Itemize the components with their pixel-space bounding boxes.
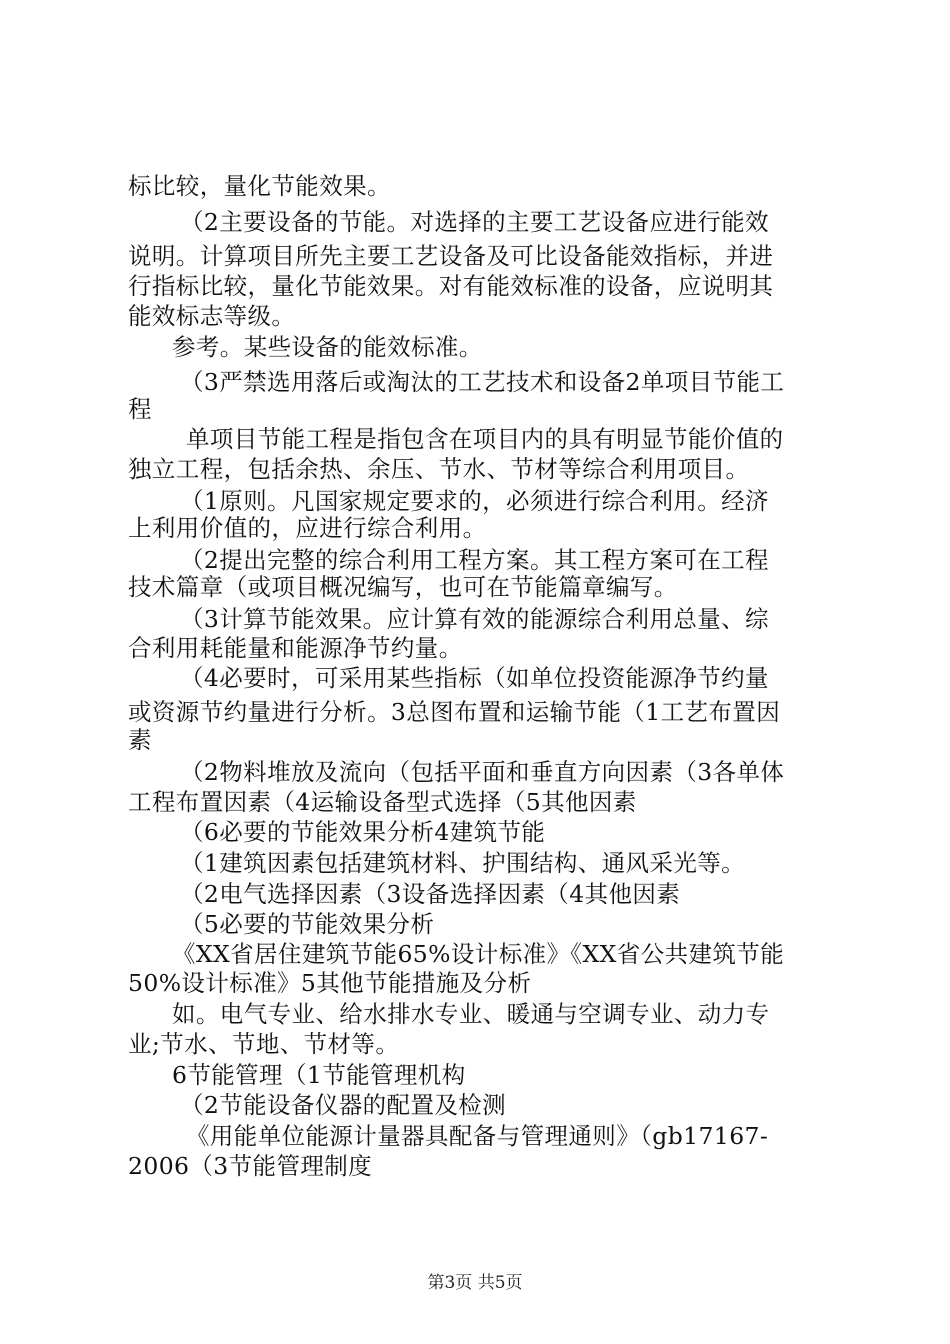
text-line: 技术篇章（或项目概况编写，也可在节能篇章编写。 — [128, 573, 678, 601]
text-line: （3计算节能效果。应计算有效的能源综合利用总量、综 — [180, 605, 769, 633]
text-line: （4必要时，可采用某些指标（如单位投资能源净节约量 — [180, 664, 769, 692]
text-line: 工程布置因素（4运输设备型式选择（5其他因素 — [128, 788, 637, 816]
text-line: 业;节水、节地、节材等。 — [128, 1030, 400, 1058]
text-line: （5必要的节能效果分析 — [180, 910, 435, 938]
text-line: 《用能单位能源计量器具配备与管理通则》（gb17167- — [186, 1122, 769, 1150]
text-line: （1原则。凡国家规定要求的，必须进行综合利用。经济 — [180, 487, 769, 515]
text-line: （3严禁选用落后或淘汰的工艺技术和设备2单项目节能工 — [180, 368, 785, 396]
text-line: 上利用价值的，应进行综合利用。 — [128, 514, 487, 542]
text-line: 2006（3节能管理制度 — [128, 1152, 373, 1180]
text-line: 程 — [128, 395, 152, 423]
text-line: 素 — [128, 726, 152, 754]
text-line: 能效标志等级。 — [128, 302, 296, 330]
text-line: 单项目节能工程是指包含在项目内的具有明显节能价值的 — [186, 425, 784, 453]
page-number-footer: 第3页 共5页 — [427, 1273, 523, 1293]
text-line: 说明。计算项目所先主要工艺设备及可比设备能效指标，并进 — [128, 242, 774, 270]
text-line: 标比较，量化节能效果。 — [128, 172, 391, 200]
text-line: 如。电气专业、给水排水专业、暖通与空调专业、动力专 — [172, 1000, 770, 1028]
text-line: 或资源节约量进行分析。3总图布置和运输节能（1工艺布置因 — [128, 698, 781, 726]
text-line: 《XX省居住建筑节能65%设计标准》《XX省公共建筑节能 — [172, 940, 785, 968]
text-line: （1建筑因素包括建筑材料、护围结构、通风采光等。 — [180, 849, 746, 877]
text-line: 参考。某些设备的能效标准。 — [172, 333, 483, 361]
text-line: （2节能设备仪器的配置及检测 — [180, 1091, 507, 1119]
text-line: （2电气选择因素（3设备选择因素（4其他因素 — [180, 880, 681, 908]
text-line: （2提出完整的综合利用工程方案。其工程方案可在工程 — [180, 546, 769, 574]
text-line: （2物料堆放及流向（包括平面和垂直方向因素（3各单体 — [180, 758, 785, 786]
text-line: （6必要的节能效果分析4建筑节能 — [180, 818, 546, 846]
text-line: 行指标比较，量化节能效果。对有能效标准的设备，应说明其 — [128, 272, 774, 300]
text-line: 50%设计标准》5其他节能措施及分析 — [128, 969, 532, 997]
text-line: 6节能管理（1节能管理机构 — [172, 1061, 466, 1089]
text-line: 独立工程，包括余热、余压、节水、节材等综合利用项目。 — [128, 455, 750, 483]
text-line: （2主要设备的节能。对选择的主要工艺设备应进行能效 — [180, 208, 769, 236]
text-line: 合利用耗能量和能源净节约量。 — [128, 634, 463, 662]
